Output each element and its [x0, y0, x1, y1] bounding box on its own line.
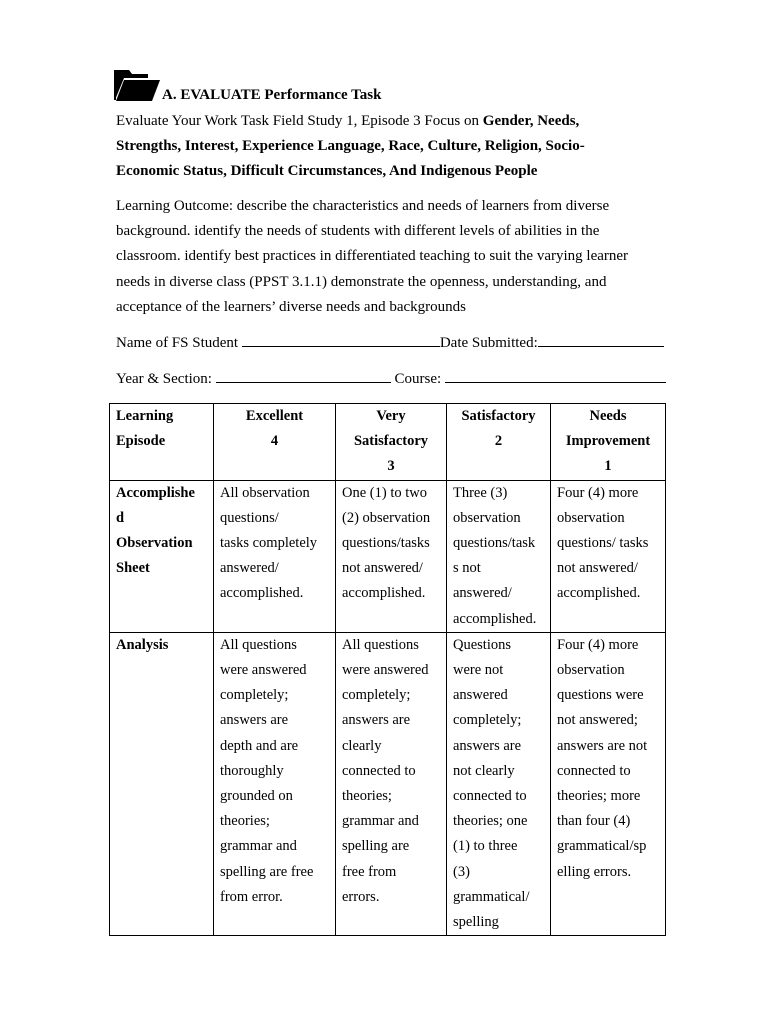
- cell-text: accomplished.: [342, 585, 426, 602]
- cell-text: theories;: [220, 813, 270, 830]
- cell-text: connected to: [342, 762, 416, 779]
- cell-text: connected to: [557, 762, 631, 779]
- cell-text: theories; one: [453, 813, 528, 830]
- row-label-observation-sheet: [110, 480, 214, 632]
- cell-text: not answered;: [557, 712, 638, 729]
- cell-text: grammar and: [342, 813, 419, 830]
- header-text: Satisfactory: [353, 433, 429, 450]
- cell-text: questions/task: [453, 535, 536, 552]
- intro-line-2: Strengths, Interest, Experience Language, Race, Culture, Religion, Socio-: [116, 138, 585, 154]
- student-name-label: Name of FS Student: [116, 335, 242, 351]
- intro-line-1-plain: Evaluate Your Work Task Field Study 1, Episode 3 Focus on: [116, 113, 483, 129]
- cell-text: observation: [557, 662, 625, 679]
- header-text: Very: [376, 408, 406, 424]
- cell-text: not answered/: [342, 560, 423, 577]
- header-excellent: [214, 404, 336, 481]
- cell-text: Observation: [116, 535, 193, 552]
- header-learning-episode: [110, 404, 214, 481]
- cell-text: Analysis: [116, 636, 169, 653]
- cell-text: One (1) to two: [342, 484, 427, 501]
- header-text: 2: [494, 433, 503, 450]
- cell-text: elling errors.: [557, 863, 632, 880]
- cell-text: grammatical/sp: [557, 838, 647, 855]
- header-needs-improvement: [551, 404, 666, 481]
- cell-text: spelling: [453, 914, 499, 931]
- cell-text: questions/ tasks: [557, 535, 649, 552]
- cell-text: grammar and: [220, 838, 297, 855]
- row-label-analysis: [110, 632, 214, 935]
- cell-text: accomplished.: [220, 585, 304, 602]
- cell-text: questions were: [557, 687, 644, 704]
- header-satisfactory: [447, 404, 551, 481]
- table-cell: [447, 480, 551, 632]
- header-text: 3: [387, 458, 395, 475]
- cell-text: Accomplishe: [116, 484, 195, 501]
- task-intro: [116, 109, 676, 184]
- cell-text: clearly: [342, 737, 382, 754]
- cell-text: Three (3): [453, 484, 508, 501]
- cell-text: answers are: [453, 737, 522, 754]
- cell-text: questions/: [220, 509, 279, 526]
- header-text: 4: [270, 433, 279, 450]
- name-date-row: [116, 332, 676, 352]
- cell-text: were answered: [220, 662, 307, 679]
- table-cell: [551, 480, 666, 632]
- cell-text: than four (4): [557, 813, 631, 830]
- cell-text: theories;: [342, 788, 392, 805]
- cell-text: not answered/: [557, 560, 638, 577]
- header-text: 1: [604, 458, 612, 475]
- table-cell: [214, 480, 336, 632]
- cell-text: Sheet: [116, 560, 150, 577]
- cell-text: completely;: [220, 687, 289, 704]
- table-cell: [336, 632, 447, 935]
- outcome-line: needs in diverse class (PPST 3.1.1) demonstrate the openness, understanding, and: [116, 273, 607, 290]
- cell-text: answers are not: [557, 737, 648, 754]
- cell-text: thoroughly: [220, 762, 284, 779]
- cell-text: spelling are: [342, 838, 410, 855]
- cell-text: (2) observation: [342, 509, 431, 526]
- cell-text: s not: [453, 560, 481, 577]
- cell-text: were not: [453, 662, 504, 679]
- section-course-row: [116, 368, 676, 388]
- cell-text: (3): [453, 863, 470, 880]
- table-row: [110, 480, 666, 632]
- table-row: [110, 632, 666, 935]
- header-text: Needs: [589, 408, 627, 424]
- cell-text: (1) to three: [453, 838, 518, 855]
- section-title: A. EVALUATE Performance Task: [162, 87, 382, 103]
- intro-line-1-bold: Gender, Needs,: [482, 113, 580, 129]
- year-section-label: Year & Section:: [116, 371, 216, 387]
- header-very-satisfactory: [336, 404, 447, 481]
- header-text: Improvement: [565, 433, 651, 450]
- cell-text: errors.: [342, 888, 380, 905]
- cell-text: grammatical/: [453, 888, 530, 905]
- cell-text: accomplished.: [453, 610, 537, 627]
- outcome-line: background. identify the needs of students with different levels of abilities in the: [116, 223, 600, 240]
- header-text: Excellent: [245, 408, 304, 424]
- cell-text: questions/tasks: [342, 535, 430, 552]
- cell-text: not clearly: [453, 762, 515, 779]
- cell-text: observation: [557, 509, 625, 526]
- cell-text: grounded on: [220, 788, 293, 805]
- table-cell: [447, 632, 551, 935]
- rubric-table: [109, 403, 666, 936]
- header-text: Satisfactory: [461, 408, 536, 424]
- student-name-blank[interactable]: [242, 332, 440, 347]
- cell-text: answers are: [342, 712, 411, 729]
- cell-text: connected to: [453, 788, 527, 805]
- cell-text: accomplished.: [557, 585, 641, 602]
- cell-text: completely;: [453, 712, 522, 729]
- cell-text: Questions: [453, 636, 511, 653]
- date-submitted-blank[interactable]: [538, 332, 664, 347]
- table-cell: [551, 632, 666, 935]
- outcome-line: acceptance of the learners’ diverse needs and backgrounds: [116, 298, 466, 315]
- cell-text: depth and are: [220, 737, 299, 754]
- table-header-row: [110, 404, 666, 481]
- cell-text: answered/: [220, 560, 279, 577]
- outcome-line: Learning Outcome: describe the characteristics and needs of learners from diverse: [116, 198, 610, 214]
- cell-text: answered: [453, 687, 508, 704]
- course-label: Course:: [390, 371, 445, 387]
- outcome-line: classroom. identify best practices in differentiated teaching to suit the varying learner: [116, 248, 629, 265]
- learning-outcome: [116, 194, 676, 320]
- header-text: Episode: [116, 433, 166, 450]
- year-section-blank[interactable]: [216, 368, 391, 383]
- cell-text: All observation: [220, 484, 310, 501]
- cell-text: were answered: [342, 662, 429, 679]
- table-cell: [336, 480, 447, 632]
- cell-text: All questions: [220, 636, 297, 653]
- cell-text: observation: [453, 509, 521, 526]
- cell-text: from error.: [220, 888, 283, 905]
- header-text: Learning: [116, 408, 174, 424]
- table-cell: [214, 632, 336, 935]
- course-blank[interactable]: [445, 368, 666, 383]
- intro-line-1: [116, 109, 676, 134]
- cell-text: answered/: [453, 585, 512, 602]
- open-folder-icon: [114, 68, 160, 102]
- cell-text: answers are: [220, 712, 289, 729]
- cell-text: Four (4) more: [557, 636, 639, 653]
- cell-text: completely;: [342, 687, 411, 704]
- cell-text: tasks completely: [220, 535, 318, 552]
- cell-text: All questions: [342, 636, 419, 653]
- cell-text: Four (4) more: [557, 484, 639, 501]
- intro-line-3: Economic Status, Difficult Circumstances, And Indigenous People: [116, 163, 538, 179]
- cell-text: theories; more: [557, 788, 641, 805]
- cell-text: d: [116, 509, 125, 526]
- date-submitted-label: Date Submitted:: [439, 335, 538, 351]
- cell-text: free from: [342, 863, 397, 880]
- cell-text: spelling are free: [220, 863, 314, 880]
